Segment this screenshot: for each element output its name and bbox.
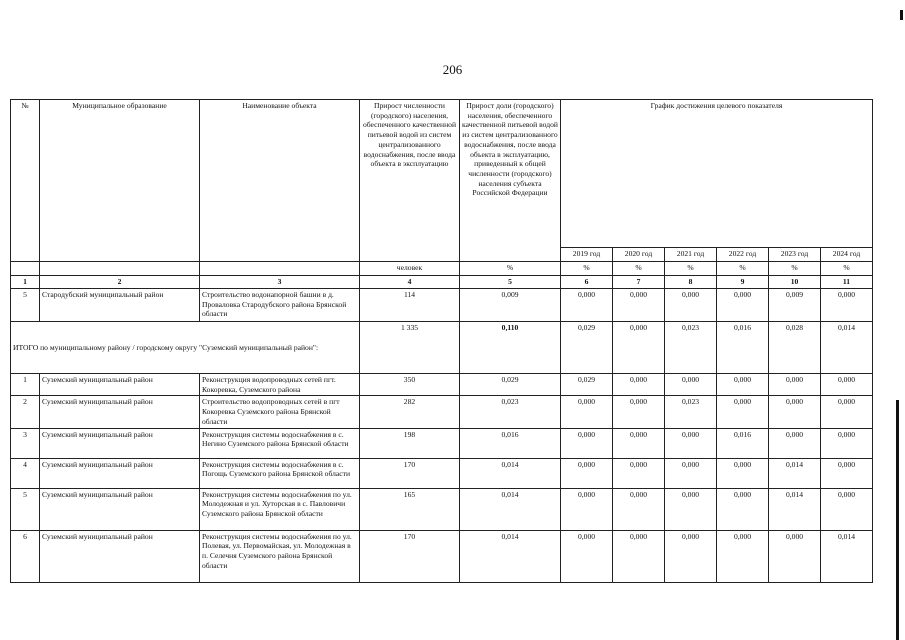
row-year-value: 0,000 (769, 374, 821, 396)
row-municipality: Суземский муниципальный район (40, 396, 200, 428)
column-number: 9 (717, 276, 769, 289)
column-number: 10 (769, 276, 821, 289)
edge-mark-top (900, 10, 903, 20)
row-population-growth: 350 (360, 374, 460, 396)
row-year-value: 0,000 (613, 374, 665, 396)
row-year-value: 0,000 (613, 428, 665, 458)
column-number: 1 (11, 276, 40, 289)
header-municipality: Муниципальное образование (40, 100, 200, 262)
row-year-value: 0,000 (769, 396, 821, 428)
row-year-value: 0,000 (613, 289, 665, 322)
row-population-growth: 282 (360, 396, 460, 428)
total-share-growth: 0,110 (460, 322, 561, 374)
row-object: Реконструкция водопроводных сетей пгт. Кокоревка, Суземского района (200, 374, 360, 396)
row-year-value: 0,009 (769, 289, 821, 322)
row-municipality: Суземский муниципальный район (40, 530, 200, 582)
row-year-value: 0,000 (665, 488, 717, 530)
row-year-value: 0,000 (561, 488, 613, 530)
row-municipality: Суземский муниципальный район (40, 458, 200, 488)
header-growth-share: Прирост доли (городского) населения, обеспеченного качественной питьевой водой из систем централизованного водоснабжения, после ввода объекта в эксплуатацию, приведенный к общей численности (городского) населения субъекта Российской Федерации (460, 100, 561, 262)
row-municipality: Суземский муниципальный район (40, 488, 200, 530)
column-number: 11 (821, 276, 873, 289)
header-year: 2024 год (821, 248, 873, 262)
row-year-value: 0,000 (717, 289, 769, 322)
row-year-value: 0,000 (665, 289, 717, 322)
row-number: 2 (11, 396, 40, 428)
total-year-value: 0,016 (717, 322, 769, 374)
row-municipality: Суземский муниципальный район (40, 428, 200, 458)
header-row (11, 100, 873, 248)
row-year-value: 0,000 (717, 396, 769, 428)
unit-cell: % (717, 262, 769, 276)
row-year-value: 0,000 (769, 428, 821, 458)
header-num: № (11, 100, 40, 262)
row-population-growth: 165 (360, 488, 460, 530)
header-object: Наименование объекта (200, 100, 360, 262)
target-indicator-table (10, 99, 873, 583)
row-year-value: 0,000 (561, 428, 613, 458)
row-object: Строительство водопроводных сетей в пгт Кокоревка Суземского района Брянской области (200, 396, 360, 428)
row-population-growth: 198 (360, 428, 460, 458)
unit-cell: % (561, 262, 613, 276)
column-number: 5 (460, 276, 561, 289)
total-year-value: 0,014 (821, 322, 873, 374)
units-empty (11, 262, 40, 276)
unit-cell: человек (360, 262, 460, 276)
row-year-value: 0,000 (665, 530, 717, 582)
column-number: 6 (561, 276, 613, 289)
row-year-value: 0,000 (561, 396, 613, 428)
unit-cell: % (613, 262, 665, 276)
header-year: 2020 год (613, 248, 665, 262)
total-year-value: 0,023 (665, 322, 717, 374)
row-number: 4 (11, 458, 40, 488)
column-number: 8 (665, 276, 717, 289)
row-municipality: Стародубский муниципальный район (40, 289, 200, 322)
table-row (11, 488, 873, 530)
row-population-growth: 170 (360, 458, 460, 488)
row-year-value: 0,029 (561, 374, 613, 396)
row-number: 1 (11, 374, 40, 396)
table-row (11, 374, 873, 396)
row-year-value: 0,000 (821, 458, 873, 488)
row-number: 5 (11, 289, 40, 322)
header-year: 2022 год (717, 248, 769, 262)
total-row (11, 322, 873, 374)
row-share-growth: 0,023 (460, 396, 561, 428)
row-year-value: 0,000 (717, 530, 769, 582)
column-numbers-row (11, 276, 873, 289)
total-year-value: 0,028 (769, 322, 821, 374)
row-share-growth: 0,014 (460, 458, 561, 488)
table-row (11, 530, 873, 582)
units-empty (40, 262, 200, 276)
row-share-growth: 0,016 (460, 428, 561, 458)
row-year-value: 0,000 (821, 428, 873, 458)
row-year-value: 0,000 (665, 458, 717, 488)
units-row (11, 262, 873, 276)
unit-cell: % (821, 262, 873, 276)
row-year-value: 0,000 (821, 289, 873, 322)
total-year-value: 0,000 (613, 322, 665, 374)
row-object: Строительство водонапорной башни в д. Проваловка Стародубского района Брянской области (200, 289, 360, 322)
row-municipality: Суземский муниципальный район (40, 374, 200, 396)
unit-cell: % (665, 262, 717, 276)
header-growth-pop: Прирост численности (городского) населения, обеспеченного качественной питьевой водой из систем централизованного водоснабжения, после ввода объекта в эксплуатацию (360, 100, 460, 262)
row-year-value: 0,016 (717, 428, 769, 458)
edge-mark (896, 400, 899, 640)
row-year-value: 0,000 (613, 458, 665, 488)
header-year: 2021 год (665, 248, 717, 262)
row-year-value: 0,000 (613, 396, 665, 428)
row-share-growth: 0,014 (460, 530, 561, 582)
row-year-value: 0,000 (821, 488, 873, 530)
row-year-value: 0,014 (769, 488, 821, 530)
column-number: 4 (360, 276, 460, 289)
row-year-value: 0,000 (717, 374, 769, 396)
row-share-growth: 0,014 (460, 488, 561, 530)
row-object: Реконструкция системы водоснабжения по ул. Молодежная и ул. Хуторская в с. Павловичи Суземского района Брянской области (200, 488, 360, 530)
header-year: 2023 год (769, 248, 821, 262)
total-label: ИТОГО по муниципальному району / городскому округу "Суземский муниципальный район": (11, 322, 360, 374)
row-year-value: 0,000 (717, 458, 769, 488)
row-object: Реконструкция системы водоснабжения по ул. Полевая, ул. Первомайская, ул. Молодежная в п. Селечня Суземского района Брянской области (200, 530, 360, 582)
row-year-value: 0,000 (821, 374, 873, 396)
row-year-value: 0,000 (665, 428, 717, 458)
row-number: 5 (11, 488, 40, 530)
row-year-value: 0,014 (821, 530, 873, 582)
unit-cell: % (460, 262, 561, 276)
row-population-growth: 170 (360, 530, 460, 582)
row-year-value: 0,000 (769, 530, 821, 582)
header-schedule: График достижения целевого показателя (561, 100, 873, 248)
row-object: Реконструкция системы водоснабжения в с. Погощь Суземского района Брянской области (200, 458, 360, 488)
row-share-growth: 0,009 (460, 289, 561, 322)
row-year-value: 0,000 (613, 530, 665, 582)
row-year-value: 0,000 (821, 396, 873, 428)
row-year-value: 0,000 (613, 488, 665, 530)
row-year-value: 0,000 (717, 488, 769, 530)
header-year: 2019 год (561, 248, 613, 262)
table-row (11, 428, 873, 458)
row-year-value: 0,014 (769, 458, 821, 488)
row-year-value: 0,000 (561, 289, 613, 322)
column-number: 3 (200, 276, 360, 289)
table-row (11, 396, 873, 428)
row-object: Реконструкция системы водоснабжения в с. Негино Суземского района Брянской области (200, 428, 360, 458)
table-row (11, 458, 873, 488)
row-share-growth: 0,029 (460, 374, 561, 396)
row-number: 6 (11, 530, 40, 582)
unit-cell: % (769, 262, 821, 276)
row-number: 3 (11, 428, 40, 458)
page-number: 206 (442, 62, 463, 77)
column-number: 7 (613, 276, 665, 289)
row-population-growth: 114 (360, 289, 460, 322)
row-year-value: 0,000 (665, 374, 717, 396)
row-year-value: 0,023 (665, 396, 717, 428)
row-year-value: 0,000 (561, 458, 613, 488)
row-year-value: 0,000 (561, 530, 613, 582)
units-empty (200, 262, 360, 276)
total-year-value: 0,029 (561, 322, 613, 374)
total-population-growth: 1 335 (360, 322, 460, 374)
table-row (11, 289, 873, 322)
column-number: 2 (40, 276, 200, 289)
